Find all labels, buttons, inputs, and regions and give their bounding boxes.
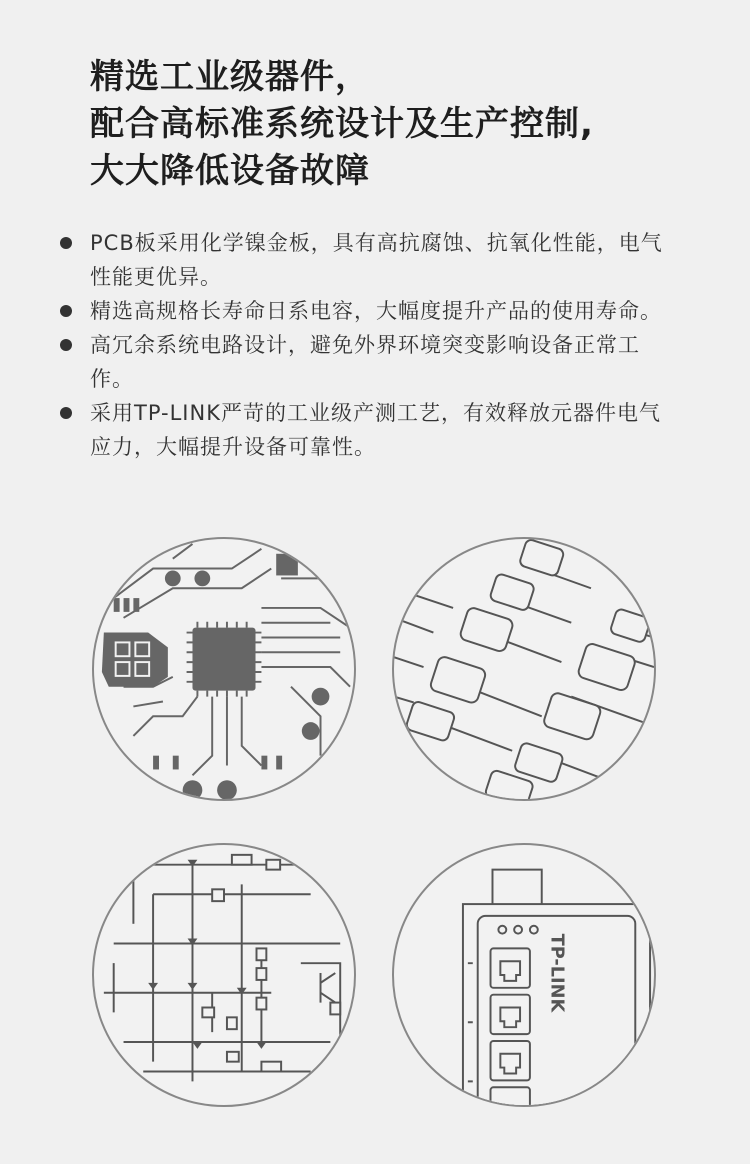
schematic-icon <box>94 845 354 1105</box>
feature-text: 精选高规格长寿命日系电容，大幅度提升产品的使用寿命。 <box>90 299 662 323</box>
feature-list <box>60 226 680 464</box>
switch-device-icon <box>394 845 654 1105</box>
device-brand-label: TP-LINK <box>546 933 567 1013</box>
bullet-icon <box>60 237 72 249</box>
feature-text: 采用TP-LINK严苛的工业级产测工艺，有效释放元器件电气应力，大幅提升设备可靠性。 <box>90 401 661 459</box>
bullet-icon <box>60 407 72 419</box>
pcb-board-icon <box>94 539 354 799</box>
feature-item <box>60 294 680 328</box>
feature-text: 高冗余系统电路设计，避免外界环境突变影响设备正常工作。 <box>90 333 640 391</box>
headline-line-2: 配合高标准系统设计及生产控制, <box>90 104 594 144</box>
device-illustration <box>392 843 656 1107</box>
headline-line-1: 精选工业级器件， <box>90 57 370 97</box>
capacitor-icon <box>394 539 654 799</box>
bullet-icon <box>60 339 72 351</box>
pcb-board-illustration <box>92 537 356 801</box>
feature-item <box>60 328 680 396</box>
bullet-icon <box>60 305 72 317</box>
feature-item <box>60 396 680 464</box>
feature-item <box>60 226 680 294</box>
feature-text: PCB板采用化学镍金板，具有高抗腐蚀、抗氧化性能，电气性能更优异。 <box>90 231 663 289</box>
circuit-schematic-illustration <box>92 843 356 1107</box>
headline-line-3: 大大降低设备故障 <box>90 151 370 191</box>
headline <box>90 54 710 195</box>
capacitors-illustration <box>392 537 656 801</box>
